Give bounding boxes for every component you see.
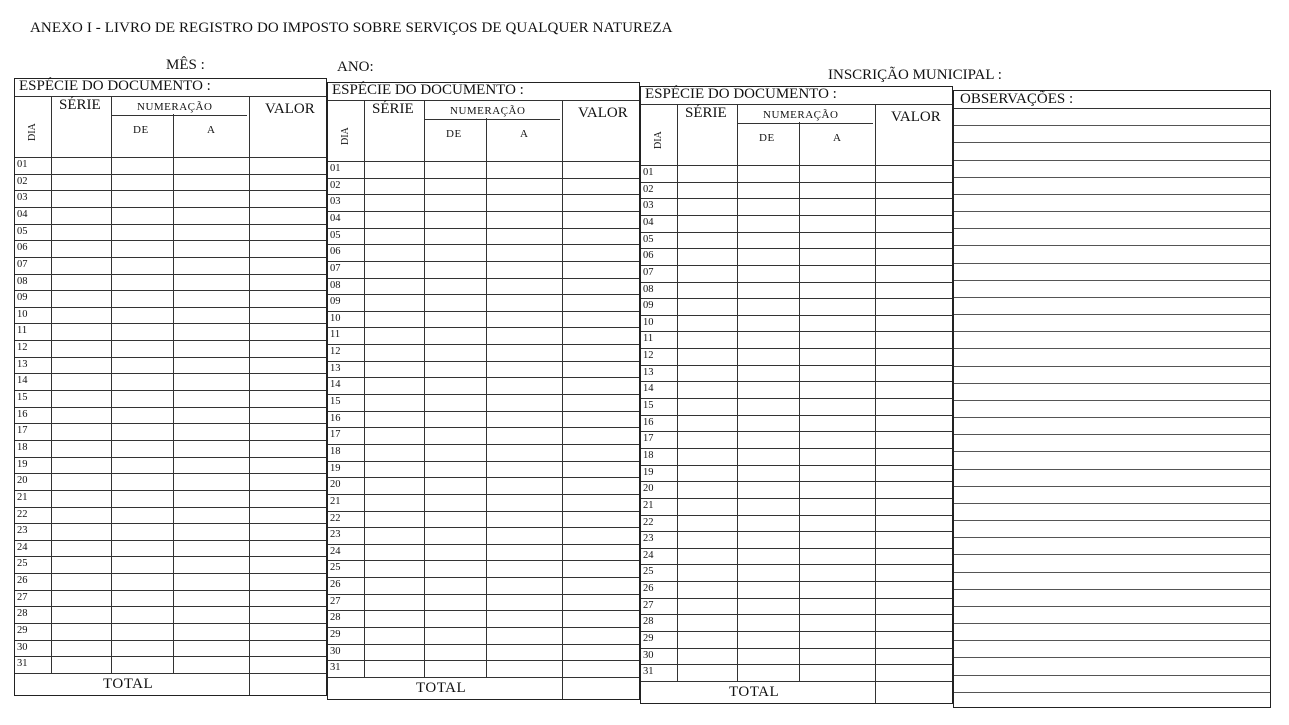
day-number: 24 <box>643 549 654 561</box>
day-number: 18 <box>17 441 28 453</box>
dia-header: DIA <box>27 123 38 141</box>
day-number: 08 <box>643 283 654 295</box>
table-row[interactable] <box>641 648 952 649</box>
observacoes-line[interactable] <box>954 434 1270 435</box>
day-number: 02 <box>330 179 341 191</box>
table-row[interactable] <box>641 232 952 233</box>
day-number: 30 <box>17 641 28 653</box>
table-row[interactable] <box>328 294 639 295</box>
day-number: 26 <box>330 579 341 591</box>
de-header: DE <box>446 128 462 140</box>
observacoes-line[interactable] <box>954 348 1270 349</box>
table-row[interactable] <box>328 411 639 412</box>
day-number: 19 <box>17 458 28 470</box>
total-label: TOTAL <box>103 676 154 692</box>
rule <box>15 157 326 158</box>
mes-label: MÊS : <box>166 57 205 73</box>
day-number: 05 <box>643 233 654 245</box>
day-number: 20 <box>643 483 654 495</box>
day-number: 21 <box>17 491 28 503</box>
table-row[interactable] <box>328 461 639 462</box>
day-number: 06 <box>17 242 28 254</box>
table-row[interactable] <box>15 423 326 424</box>
rule <box>111 115 247 116</box>
day-number: 16 <box>643 416 654 428</box>
table-row[interactable] <box>15 257 326 258</box>
table-row[interactable] <box>328 594 639 595</box>
table-row[interactable] <box>641 365 952 366</box>
column-rule <box>424 100 425 699</box>
day-number: 13 <box>17 358 28 370</box>
observacoes-line[interactable] <box>954 503 1270 504</box>
day-number: 27 <box>643 599 654 611</box>
table-row[interactable] <box>641 381 952 382</box>
observacoes-line[interactable] <box>954 160 1270 161</box>
observacoes-line[interactable] <box>954 657 1270 658</box>
observacoes-line[interactable] <box>954 383 1270 384</box>
day-number: 28 <box>17 608 28 620</box>
day-number: 11 <box>643 333 654 345</box>
table-row[interactable] <box>641 248 952 249</box>
rule <box>737 123 873 124</box>
table-row[interactable] <box>328 377 639 378</box>
table-row[interactable] <box>641 298 952 299</box>
day-number: 14 <box>17 375 28 387</box>
day-number: 05 <box>17 225 28 237</box>
day-number: 04 <box>17 208 28 220</box>
day-number: 15 <box>17 392 28 404</box>
valor-header: VALOR <box>578 105 628 121</box>
observacoes-line[interactable] <box>954 280 1270 281</box>
observacoes-line[interactable] <box>954 263 1270 264</box>
day-number: 15 <box>643 400 654 412</box>
day-number: 09 <box>17 292 28 304</box>
dia-header: DIA <box>653 131 664 149</box>
table-row[interactable] <box>328 544 639 545</box>
day-number: 22 <box>643 516 654 528</box>
table-row[interactable] <box>15 490 326 491</box>
table-row[interactable] <box>328 494 639 495</box>
table-row[interactable] <box>328 577 639 578</box>
day-number: 04 <box>643 216 654 228</box>
day-number: 01 <box>330 163 341 174</box>
table-row[interactable] <box>15 373 326 374</box>
day-number: 25 <box>17 558 28 570</box>
observacoes-line[interactable] <box>954 125 1270 126</box>
table-row[interactable] <box>15 457 326 458</box>
rule <box>328 161 639 162</box>
table-row[interactable] <box>328 427 639 428</box>
total-label: TOTAL <box>729 684 780 700</box>
table-row[interactable] <box>15 274 326 275</box>
day-number: 03 <box>643 200 654 212</box>
day-number: 17 <box>17 425 28 437</box>
table-row[interactable] <box>15 590 326 591</box>
observacoes-line[interactable] <box>954 520 1270 521</box>
day-number: 30 <box>643 649 654 661</box>
table-row[interactable] <box>641 498 952 499</box>
table-row[interactable] <box>15 573 326 574</box>
column-rule <box>51 96 52 695</box>
table-row[interactable] <box>15 507 326 508</box>
table-row[interactable] <box>641 465 952 466</box>
observacoes-line[interactable] <box>954 314 1270 315</box>
registro-section-1 <box>14 78 327 696</box>
column-rule <box>562 100 563 699</box>
table-row[interactable] <box>15 440 326 441</box>
table-row[interactable] <box>15 540 326 541</box>
table-row[interactable] <box>641 198 952 199</box>
registro-section-3 <box>640 86 953 704</box>
day-number: 26 <box>17 575 28 587</box>
table-row[interactable] <box>641 415 952 416</box>
day-number: 27 <box>330 595 341 607</box>
table-row[interactable] <box>328 444 639 445</box>
de-header: DE <box>759 132 775 144</box>
day-number: 04 <box>330 212 341 224</box>
registro-sheet <box>14 68 1272 708</box>
table-row[interactable] <box>15 556 326 557</box>
table-row[interactable] <box>328 278 639 279</box>
a-header: A <box>520 128 529 140</box>
table-row[interactable] <box>15 656 326 657</box>
observacoes-line[interactable] <box>954 331 1270 332</box>
especie-documento-label: ESPÉCIE DO DOCUMENTO : <box>19 78 211 94</box>
column-rule <box>249 96 250 695</box>
table-row[interactable] <box>641 182 952 183</box>
day-number: 12 <box>330 346 341 358</box>
table-row[interactable] <box>328 211 639 212</box>
table-row[interactable] <box>15 190 326 191</box>
column-rule <box>486 100 487 699</box>
day-number: 06 <box>330 246 341 258</box>
table-row[interactable] <box>328 511 639 512</box>
day-number: 16 <box>330 412 341 424</box>
day-number: 23 <box>330 529 341 541</box>
day-number: 16 <box>17 408 28 420</box>
day-number: 30 <box>330 645 341 657</box>
observacoes-section <box>953 90 1271 708</box>
column-rule <box>799 104 800 703</box>
column-rule <box>737 104 738 703</box>
table-row[interactable] <box>641 215 952 216</box>
observacoes-line[interactable] <box>954 469 1270 470</box>
table-row[interactable] <box>328 644 639 645</box>
table-row[interactable] <box>15 307 326 308</box>
day-number: 21 <box>330 495 341 507</box>
observacoes-line[interactable] <box>954 142 1270 143</box>
table-row[interactable] <box>328 327 639 328</box>
numeracao-header: NUMERAÇÃO <box>763 109 839 121</box>
day-number: 20 <box>330 479 341 491</box>
day-number: 09 <box>643 300 654 312</box>
table-row[interactable] <box>328 178 639 179</box>
observacoes-line[interactable] <box>954 675 1270 676</box>
table-row[interactable] <box>15 340 326 341</box>
observacoes-line[interactable] <box>954 366 1270 367</box>
table-row[interactable] <box>641 348 952 349</box>
column-rule <box>111 96 112 695</box>
serie-header: SÉRIE <box>685 105 727 121</box>
day-number: 29 <box>643 633 654 645</box>
observacoes-line[interactable] <box>954 692 1270 693</box>
observacoes-line[interactable] <box>954 451 1270 452</box>
day-number: 19 <box>643 466 654 478</box>
table-row[interactable] <box>641 581 952 582</box>
table-row[interactable] <box>328 361 639 362</box>
table-row[interactable] <box>641 398 952 399</box>
day-number: 14 <box>643 383 654 395</box>
day-number: 23 <box>643 533 654 545</box>
inscricao-municipal-label: INSCRIÇÃO MUNICIPAL : <box>828 67 1002 83</box>
day-number: 18 <box>330 445 341 457</box>
day-number: 20 <box>17 475 28 487</box>
rule <box>954 108 1270 109</box>
column-rule <box>677 104 678 703</box>
table-row[interactable] <box>328 261 639 262</box>
observacoes-line[interactable] <box>954 554 1270 555</box>
day-number: 02 <box>17 175 28 187</box>
table-row[interactable] <box>328 194 639 195</box>
day-number: 01 <box>17 159 28 170</box>
day-number: 03 <box>330 196 341 208</box>
table-row[interactable] <box>328 527 639 528</box>
day-number: 08 <box>330 279 341 291</box>
table-row[interactable] <box>15 623 326 624</box>
day-number: 12 <box>643 350 654 362</box>
day-number: 19 <box>330 462 341 474</box>
table-row[interactable] <box>328 660 639 661</box>
day-number: 24 <box>330 545 341 557</box>
day-number: 22 <box>330 512 341 524</box>
column-rule <box>173 96 174 695</box>
table-row[interactable] <box>328 244 639 245</box>
day-number: 05 <box>330 229 341 241</box>
observacoes-line[interactable] <box>954 417 1270 418</box>
day-number: 17 <box>330 429 341 441</box>
day-number: 12 <box>17 342 28 354</box>
table-row[interactable] <box>15 523 326 524</box>
a-header: A <box>207 124 216 136</box>
day-number: 01 <box>643 167 654 178</box>
day-number: 18 <box>643 449 654 461</box>
day-number: 31 <box>330 662 341 674</box>
day-number: 25 <box>643 566 654 578</box>
dia-header: DIA <box>340 127 351 145</box>
day-number: 07 <box>17 258 28 270</box>
table-row[interactable] <box>328 311 639 312</box>
registro-section-2 <box>327 82 640 700</box>
table-row[interactable] <box>15 207 326 208</box>
day-number: 13 <box>643 366 654 378</box>
valor-header: VALOR <box>891 109 941 125</box>
observacoes-line[interactable] <box>954 623 1270 624</box>
table-row[interactable] <box>641 598 952 599</box>
day-number: 11 <box>17 325 28 337</box>
observacoes-line[interactable] <box>954 486 1270 487</box>
table-row[interactable] <box>328 477 639 478</box>
rule <box>641 165 952 166</box>
observacoes-line[interactable] <box>954 606 1270 607</box>
day-number: 23 <box>17 525 28 537</box>
table-row[interactable] <box>15 224 326 225</box>
table-row[interactable] <box>15 473 326 474</box>
day-number: 09 <box>330 296 341 308</box>
table-row[interactable] <box>328 610 639 611</box>
a-header: A <box>833 132 842 144</box>
table-row[interactable] <box>328 344 639 345</box>
observacoes-line[interactable] <box>954 537 1270 538</box>
serie-header: SÉRIE <box>372 101 414 117</box>
observacoes-line[interactable] <box>954 297 1270 298</box>
table-row[interactable] <box>641 548 952 549</box>
day-number: 26 <box>643 583 654 595</box>
day-number: 10 <box>17 308 28 320</box>
table-row[interactable] <box>641 448 952 449</box>
column-rule <box>875 104 876 703</box>
day-number: 02 <box>643 183 654 195</box>
table-row[interactable] <box>15 390 326 391</box>
table-row[interactable] <box>641 431 952 432</box>
numeracao-header: NUMERAÇÃO <box>450 105 526 117</box>
day-number: 11 <box>330 329 341 341</box>
day-number: 29 <box>17 625 28 637</box>
day-number: 29 <box>330 629 341 641</box>
table-row[interactable] <box>328 228 639 229</box>
numeracao-header: NUMERAÇÃO <box>137 101 213 113</box>
form-title: ANEXO I - LIVRO DE REGISTRO DO IMPOSTO SOBRE SERVIÇOS DE QUALQUER NATUREZA <box>30 20 673 36</box>
table-row[interactable] <box>15 407 326 408</box>
observacoes-line[interactable] <box>954 640 1270 641</box>
observacoes-label: OBSERVAÇÕES : <box>960 91 1074 107</box>
table-row[interactable] <box>641 631 952 632</box>
ano-label: ANO: <box>337 59 374 75</box>
especie-documento-label: ESPÉCIE DO DOCUMENTO : <box>332 82 524 98</box>
day-number: 14 <box>330 379 341 391</box>
day-number: 28 <box>330 612 341 624</box>
total-label: TOTAL <box>416 680 467 696</box>
table-row[interactable] <box>641 531 952 532</box>
table-row[interactable] <box>328 560 639 561</box>
observacoes-line[interactable] <box>954 228 1270 229</box>
day-number: 17 <box>643 433 654 445</box>
table-row[interactable] <box>15 174 326 175</box>
day-number: 08 <box>17 275 28 287</box>
day-number: 07 <box>643 266 654 278</box>
day-number: 06 <box>643 250 654 262</box>
table-row[interactable] <box>641 564 952 565</box>
observacoes-line[interactable] <box>954 572 1270 573</box>
day-number: 10 <box>643 316 654 328</box>
table-row[interactable] <box>15 323 326 324</box>
table-row[interactable] <box>15 240 326 241</box>
day-number: 07 <box>330 262 341 274</box>
serie-header: SÉRIE <box>59 97 101 113</box>
table-row[interactable] <box>641 614 952 615</box>
observacoes-line[interactable] <box>954 194 1270 195</box>
table-row[interactable] <box>15 640 326 641</box>
table-row[interactable] <box>641 331 952 332</box>
day-number: 13 <box>330 362 341 374</box>
day-number: 21 <box>643 499 654 511</box>
valor-header: VALOR <box>265 101 315 117</box>
observacoes-line[interactable] <box>954 211 1270 212</box>
observacoes-line[interactable] <box>954 589 1270 590</box>
table-row[interactable] <box>641 515 952 516</box>
table-row[interactable] <box>328 394 639 395</box>
table-row[interactable] <box>641 265 952 266</box>
day-number: 31 <box>643 666 654 678</box>
day-number: 03 <box>17 192 28 204</box>
rule <box>424 119 560 120</box>
observacoes-line[interactable] <box>954 245 1270 246</box>
table-row[interactable] <box>15 606 326 607</box>
especie-documento-label: ESPÉCIE DO DOCUMENTO : <box>645 86 837 102</box>
day-number: 15 <box>330 396 341 408</box>
table-row[interactable] <box>641 664 952 665</box>
day-number: 25 <box>330 562 341 574</box>
day-number: 27 <box>17 591 28 603</box>
observacoes-line[interactable] <box>954 400 1270 401</box>
day-number: 10 <box>330 312 341 324</box>
day-number: 28 <box>643 616 654 628</box>
table-row[interactable] <box>641 315 952 316</box>
table-row[interactable] <box>15 357 326 358</box>
de-header: DE <box>133 124 149 136</box>
table-row[interactable] <box>328 627 639 628</box>
table-row[interactable] <box>15 290 326 291</box>
day-number: 31 <box>17 658 28 670</box>
observacoes-line[interactable] <box>954 177 1270 178</box>
column-rule <box>364 100 365 699</box>
table-row[interactable] <box>641 282 952 283</box>
table-row[interactable] <box>641 481 952 482</box>
day-number: 22 <box>17 508 28 520</box>
day-number: 24 <box>17 541 28 553</box>
